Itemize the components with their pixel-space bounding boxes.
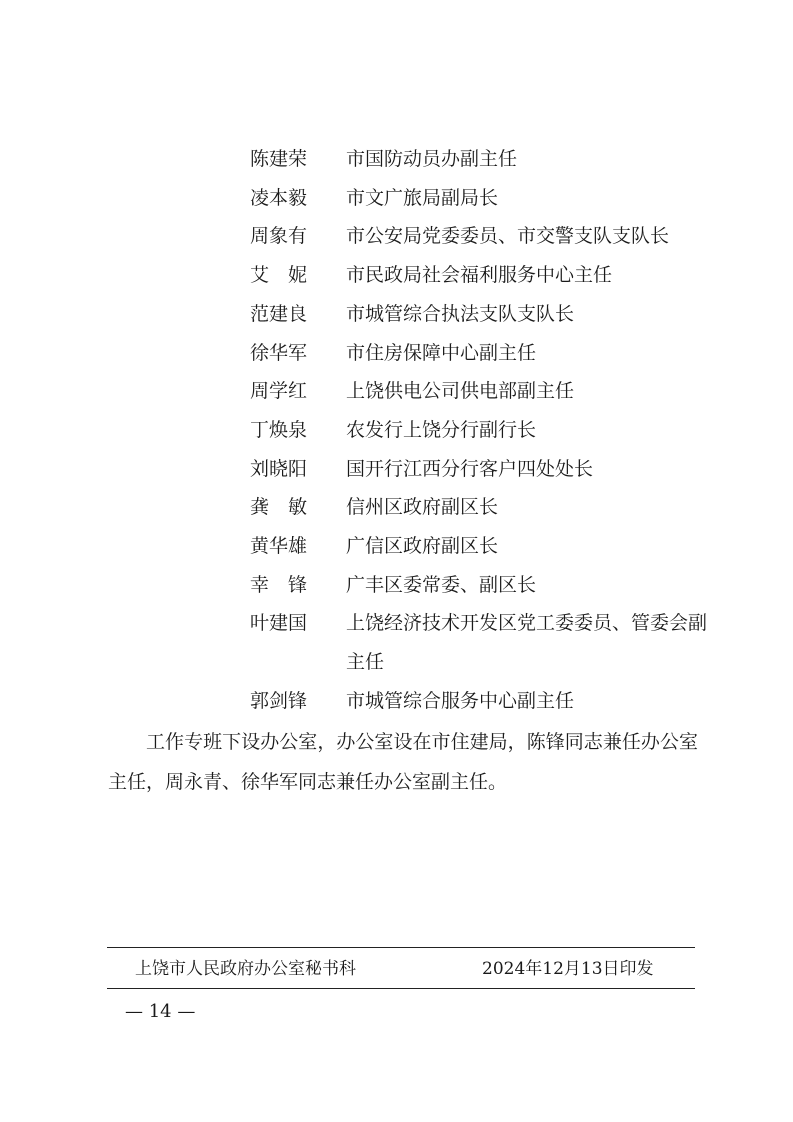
member-title: 广丰区委常委、副区长 — [346, 573, 537, 596]
member-row — [250, 604, 710, 681]
member-name: 范建良 — [250, 302, 308, 325]
member-row — [250, 566, 710, 605]
page-number: — 14 — — [125, 1001, 196, 1022]
member-row — [250, 411, 710, 450]
member-name: 徐华军 — [250, 341, 308, 364]
member-title: 市城管综合服务中心副主任 — [346, 689, 575, 712]
member-name: 陈建荣 — [250, 148, 308, 170]
member-name: 龚 敏 — [250, 496, 308, 519]
member-title: 市文广旅局副局长 — [346, 186, 499, 209]
footer-top-rule — [107, 947, 695, 948]
member-title: 上饶经济技术开发区党工委委员、管委会副主任 — [346, 612, 708, 674]
member-row — [250, 372, 710, 411]
member-name: 郭剑锋 — [250, 689, 308, 712]
office-paragraph: 工作专班下设办公室，办公室设在市住建局，陈锋同志兼任办公室主任，周永青、徐华军同志兼任办公室副主任。 — [108, 731, 698, 793]
member-name: 周学红 — [250, 380, 308, 403]
member-title: 上饶供电公司供电部副主任 — [346, 380, 575, 403]
member-name: 叶建国 — [250, 612, 308, 635]
member-row — [250, 217, 710, 256]
member-name: 周象有 — [250, 225, 308, 248]
member-row — [250, 295, 710, 334]
member-list — [250, 140, 710, 721]
member-row — [250, 682, 710, 721]
member-row — [250, 488, 710, 527]
member-title: 市国防动员办副主任 — [346, 148, 518, 170]
member-title: 国开行江西分行客户四处处长 — [346, 457, 594, 480]
member-row — [250, 256, 710, 295]
member-row — [250, 140, 710, 179]
member-name: 丁焕泉 — [250, 418, 308, 441]
member-name: 刘晓阳 — [250, 457, 308, 480]
member-name: 凌本毅 — [250, 186, 308, 209]
member-title: 信州区政府副区长 — [346, 496, 499, 519]
member-row — [250, 179, 710, 218]
footer-issuer: 上饶市人民政府办公室秘书科 — [135, 959, 356, 979]
member-title: 广信区政府副区长 — [346, 535, 499, 558]
footer-print-date: 2024年12月13日印发 — [482, 959, 654, 979]
member-name: 黄华雄 — [250, 535, 308, 558]
member-title: 市民政局社会福利服务中心主任 — [346, 264, 613, 287]
member-name: 艾 妮 — [250, 264, 308, 287]
member-title: 市城管综合执法支队支队长 — [346, 302, 575, 325]
member-title: 农发行上饶分行副行长 — [346, 418, 537, 441]
member-name: 幸 锋 — [250, 573, 308, 596]
member-row — [250, 450, 710, 489]
member-title: 市住房保障中心副主任 — [346, 341, 537, 364]
member-row — [250, 334, 710, 373]
member-title: 市公安局党委委员、市交警支队支队长 — [346, 225, 670, 248]
member-row — [250, 527, 710, 566]
footer-bottom-rule — [107, 988, 695, 989]
